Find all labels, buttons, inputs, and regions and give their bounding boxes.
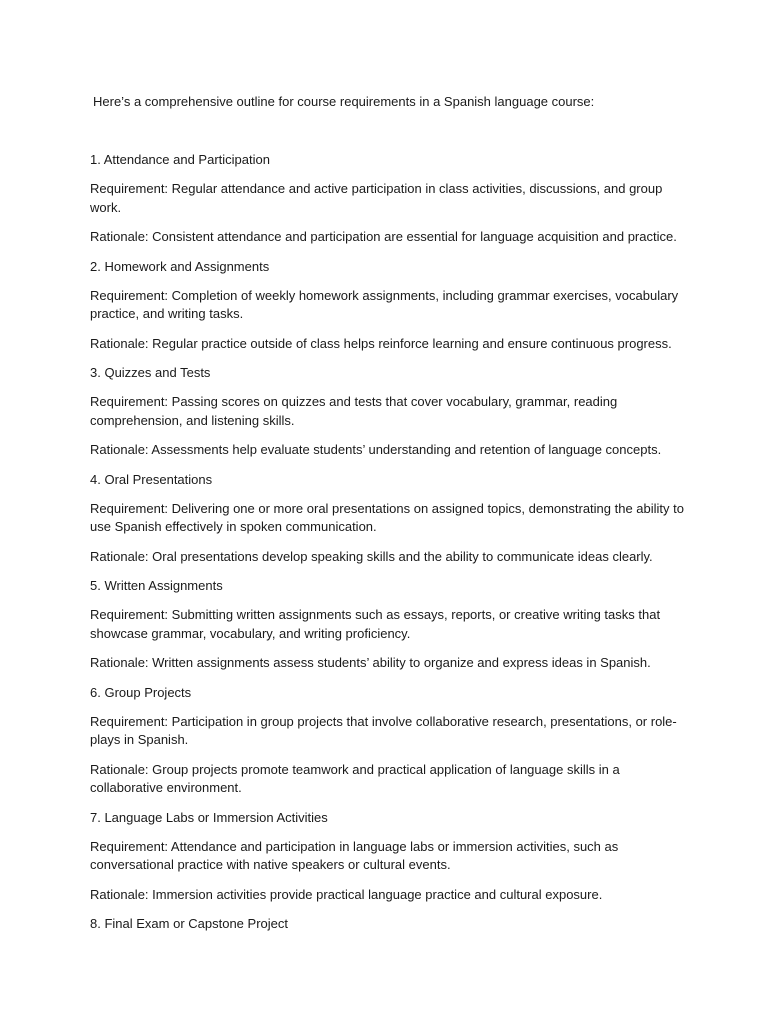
- section-heading: 1. Attendance and Participation: [90, 152, 270, 167]
- requirement-text: Requirement: Passing scores on quizzes and tests that cover vocabulary, grammar, reading comprehension, and listening skills.: [90, 394, 618, 428]
- requirement-text: Requirement: Delivering one or more oral presentations on assigned topics, demonstrating the ability to use Spanish effectively in spoken communication.: [90, 500, 684, 534]
- rationale-text: Rationale: Oral presentations develop speaking skills and the ability to communicate ideas clearly.: [90, 548, 653, 564]
- section-heading: 6. Group Projects: [90, 684, 192, 700]
- section-attendance: [90, 151, 690, 247]
- requirement-text: Requirement: Submitting written assignments such as essays, reports, or creative writing tasks that showcase grammar, vocabulary, and writing proficiency.: [90, 607, 661, 641]
- section-heading: 4. Oral Presentations: [90, 471, 213, 487]
- section-heading: 8. Final Exam or Capstone Project: [90, 916, 288, 931]
- section-written-assignments: [90, 577, 690, 673]
- requirement-text: Requirement: Completion of weekly homework assignments, including grammar exercises, vocabulary practice, and writing tasks.: [90, 287, 679, 321]
- intro-paragraph: Here’s a comprehensive outline for course requirements in a Spanish language course:: [93, 94, 595, 109]
- section-oral-presentations: [90, 471, 690, 567]
- rationale-text: Rationale: Written assignments assess students’ ability to organize and express ideas in Spanish.: [90, 655, 651, 670]
- requirement-text: Requirement: Attendance and participation in language labs or immersion activities, such as conversational practice with native speakers or cultural events.: [90, 838, 619, 872]
- section-heading: 3. Quizzes and Tests: [90, 365, 211, 380]
- section-heading: 2. Homework and Assignments: [90, 258, 270, 274]
- rationale-text: Rationale: Regular practice outside of class helps reinforce learning and ensure continuous progress.: [90, 335, 672, 351]
- section-quizzes: [90, 364, 690, 460]
- section-homework: [90, 258, 690, 354]
- section-language-labs: [90, 809, 690, 905]
- rationale-text: Rationale: Assessments help evaluate students’ understanding and retention of language concepts.: [90, 442, 662, 457]
- section-heading: 7. Language Labs or Immersion Activities: [90, 809, 328, 825]
- requirement-text: Requirement: Participation in group projects that involve collaborative research, presentations, or role-plays in Spanish.: [90, 713, 677, 747]
- section-final-exam: [90, 915, 690, 933]
- section-group-projects: [90, 684, 690, 798]
- rationale-text: Rationale: Immersion activities provide practical language practice and cultural exposure.: [90, 886, 603, 902]
- requirements-outline: [90, 151, 690, 944]
- requirement-text: Requirement: Regular attendance and active participation in class activities, discussions, and group work.: [90, 181, 663, 215]
- section-heading: 5. Written Assignments: [90, 578, 223, 593]
- rationale-text: Rationale: Group projects promote teamwork and practical application of language skills in a collaborative environment.: [90, 761, 620, 795]
- rationale-text: Rationale: Consistent attendance and participation are essential for language acquisition and practice.: [90, 229, 677, 244]
